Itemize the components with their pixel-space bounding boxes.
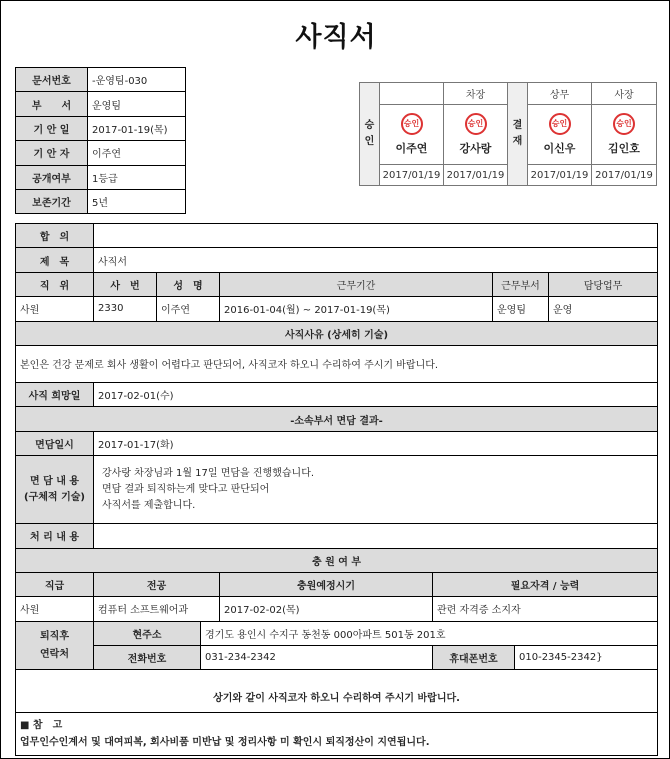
employee-position: 사원 — [16, 297, 94, 321]
disclosure-label: 공개여부 — [16, 165, 88, 189]
interview-date-label: 면담일시 — [16, 431, 94, 455]
approver-1-signature — [380, 105, 444, 165]
col-position-header: 직 위 — [16, 272, 94, 296]
employee-work-period: 2016-01-04(월) ~ 2017-01-19(목) — [220, 297, 493, 321]
desired-date-label: 사직 희망일 — [16, 382, 94, 406]
settle-side-label: 결재 — [508, 83, 528, 186]
post-contact-label-line1: 퇴직후 — [40, 630, 69, 642]
replacement-schedule-header: 충원예정시기 — [220, 572, 433, 596]
approved-stamp-icon: 승인 — [465, 113, 487, 135]
note-section — [16, 713, 658, 756]
interview-date-value: 2017-01-17(화) — [94, 431, 658, 455]
interview-date-row — [16, 431, 658, 455]
approver-2-position: 차장 — [444, 83, 508, 105]
approved-stamp-icon: 승인 — [549, 113, 571, 135]
replacement-qualification: 관련 자격증 소지자 — [433, 597, 658, 621]
replacement-qualification-header: 필요자격 / 능력 — [433, 572, 658, 596]
employee-work-dept: 운영팀 — [493, 297, 549, 321]
replacement-schedule: 2017-02-02(목) — [220, 597, 433, 621]
page-title: 사직서 — [295, 22, 377, 53]
employee-name: 이주연 — [157, 297, 220, 321]
approver-2-signature — [444, 105, 508, 165]
subject-value: 사직서 — [94, 248, 658, 272]
approval-table — [359, 82, 657, 186]
desired-date-row — [16, 382, 658, 406]
replacement-rank: 사원 — [16, 597, 94, 621]
replacement-major: 컴퓨터 소프트웨어과 — [94, 597, 220, 621]
phone-row — [16, 646, 658, 670]
interview-content-text — [94, 456, 658, 524]
employee-duty: 운영 — [549, 297, 658, 321]
subject-label: 제 목 — [16, 248, 94, 272]
settler-1-name: 이신우 — [543, 142, 576, 155]
col-work-period-header: 근무기간 — [220, 272, 493, 296]
col-name-header: 성 명 — [157, 272, 220, 296]
department-value: 운영팀 — [88, 92, 186, 116]
doc-number-label: 문서번호 — [16, 68, 88, 92]
settler-2-signature — [592, 105, 657, 165]
reason-text-row — [16, 345, 658, 382]
drafter-value: 이주연 — [88, 141, 186, 165]
approved-stamp-icon: 승인 — [401, 113, 423, 135]
employee-data-row — [16, 297, 658, 321]
drafter-label: 기 안 자 — [16, 141, 88, 165]
employee-header-row — [16, 272, 658, 296]
disclosure-value: 1등급 — [88, 165, 186, 189]
address-label: 현주소 — [94, 621, 201, 645]
interview-content-line: 사직서를 제출합니다. — [102, 499, 196, 511]
interview-content-label — [16, 456, 94, 524]
settler-2-position: 사장 — [592, 83, 657, 105]
reason-header: 사직사유 (상세히 기술) — [16, 321, 658, 345]
retention-value: 5년 — [88, 189, 186, 213]
closing-row — [16, 670, 658, 713]
draft-date-label: 기 안 일 — [16, 116, 88, 140]
info-row-drafter — [16, 141, 186, 165]
replacement-major-header: 전공 — [94, 572, 220, 596]
settler-1-date: 2017/01/19 — [528, 165, 592, 186]
interview-header: -소속부서 면담 결과- — [16, 407, 658, 431]
phone-value: 031-234-2342 — [201, 646, 433, 670]
settler-2-date: 2017/01/19 — [592, 165, 657, 186]
info-row-draft-date — [16, 116, 186, 140]
address-value: 경기도 용인시 수지구 동천동 000아파트 501동 201호 — [201, 621, 658, 645]
approver-1-date: 2017/01/19 — [380, 165, 444, 186]
main-form-table — [15, 223, 658, 756]
doc-number-value: -운영팀-030 — [88, 68, 186, 92]
approve-side-label: 승인 — [360, 83, 380, 186]
processing-row — [16, 524, 658, 548]
col-employee-id-header: 사 번 — [94, 272, 157, 296]
draft-date-value: 2017-01-19(목) — [88, 116, 186, 140]
agreement-label: 합 의 — [16, 224, 94, 248]
mobile-label: 휴대폰번호 — [433, 646, 515, 670]
subject-row — [16, 248, 658, 272]
address-row — [16, 621, 658, 645]
agreement-row — [16, 224, 658, 248]
interview-content-line: 면담 결과 퇴직하는게 맞다고 판단되어 — [102, 483, 270, 495]
post-contact-label-line2: 연락처 — [40, 648, 69, 660]
note-row — [16, 713, 658, 756]
col-duty-header: 담당업무 — [549, 272, 658, 296]
note-title: ■ 참 고 — [20, 720, 63, 732]
replacement-header-row — [16, 548, 658, 572]
settler-1-position: 상무 — [528, 83, 592, 105]
info-row-disclosure — [16, 165, 186, 189]
interview-header-row — [16, 407, 658, 431]
mobile-value: 010-2345-2342} — [515, 646, 658, 670]
document-info-table — [15, 67, 186, 214]
closing-text: 상기와 같이 사직코자 하오니 수리하여 주시기 바랍니다. — [16, 670, 658, 713]
reason-text: 본인은 건강 문제로 회사 생활이 어렵다고 판단되어, 사직코자 하오니 수리하여 주시기 바랍니다. — [16, 345, 658, 382]
post-contact-label — [16, 621, 94, 670]
info-row-doc-number — [16, 68, 186, 92]
info-row-retention — [16, 189, 186, 213]
processing-label: 처 리 내 용 — [16, 524, 94, 548]
approver-1-name: 이주연 — [395, 142, 428, 155]
replacement-header: 충 원 여 부 — [16, 548, 658, 572]
approver-1-position — [380, 83, 444, 105]
settler-2-name: 김인호 — [608, 142, 640, 155]
replacement-data-row — [16, 597, 658, 621]
interview-content-label-line2: (구체적 기술) — [24, 491, 85, 503]
desired-date-value: 2017-02-01(수) — [94, 382, 658, 406]
department-label: 부 서 — [16, 92, 88, 116]
interview-content-label-line1: 면 담 내 용 — [29, 475, 80, 487]
phone-label: 전화번호 — [94, 646, 201, 670]
info-row-department — [16, 92, 186, 116]
employee-id: 2330 — [94, 297, 157, 321]
approver-2-name: 강사랑 — [459, 142, 492, 155]
settler-1-signature — [528, 105, 592, 165]
replacement-rank-header: 직급 — [16, 572, 94, 596]
replacement-columns-row — [16, 572, 658, 596]
processing-value — [94, 524, 658, 548]
interview-content-row — [16, 456, 658, 524]
approver-2-date: 2017/01/19 — [444, 165, 508, 186]
interview-content-line: 강사랑 차장님과 1월 17일 면담을 진행했습니다. — [102, 467, 315, 479]
retention-label: 보존기간 — [16, 189, 88, 213]
note-text: 업무인수인계서 및 대여피복, 회사비품 미반납 및 정리사항 미 확인시 퇴직정산이 지연됩니다. — [20, 737, 430, 749]
col-work-dept-header: 근무부서 — [493, 272, 549, 296]
approved-stamp-icon: 승인 — [613, 113, 635, 135]
agreement-value — [94, 224, 658, 248]
reason-header-row — [16, 321, 658, 345]
